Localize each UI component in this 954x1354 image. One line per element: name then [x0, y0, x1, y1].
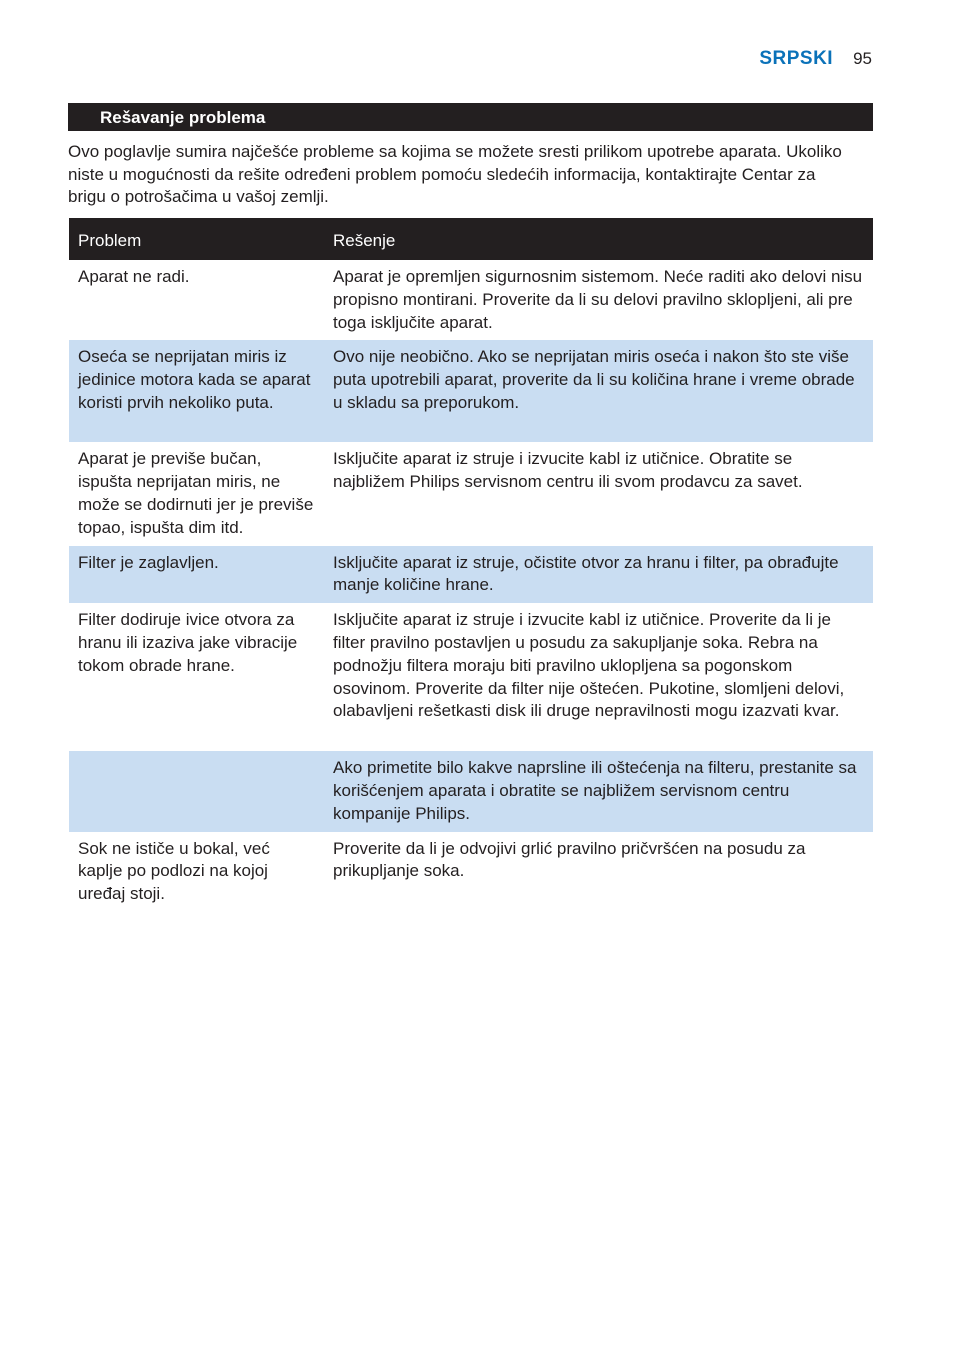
problem-cell: Filter je zaglavljen. — [69, 546, 324, 604]
problem-cell — [69, 751, 324, 831]
problem-cell: Aparat je previše bučan, ispušta neprijatan miris, ne može se dodirnuti jer je previše topao, ispušta dim itd. — [78, 449, 314, 537]
table-row — [69, 832, 873, 912]
solution-cell: Proverite da li je odvojivi grlić pravilno pričvršćen na posudu za prikupljanje soka. — [333, 838, 806, 881]
column-header-problem: Problem — [69, 218, 324, 260]
page-number: 95 — [853, 49, 872, 68]
table-row — [69, 751, 873, 831]
page-header — [759, 48, 872, 70]
solution-cell: Ovo nije neobično. Ako se neprijatan miris oseća i nakon što ste više puta upotrebili aparat, proverite da li su količina hrane i vreme obrade u skladu sa preporukom. — [324, 340, 873, 442]
table-row — [69, 603, 873, 751]
solution-cell: Aparat je opremljen sigurnosnim sistemom. Neće raditi ako delovi nisu propisno montirani. Proverite da li su delovi pravilno sklopljeni, ali pre toga isključite aparat. — [333, 267, 863, 332]
problem-cell: Sok ne ističe u bokal, već kaplje po podlozi na kojoj uređaj stoji. — [78, 838, 270, 904]
problem-cell: Oseća se neprijatan miris iz jedinice motora kada se aparat koristi prvih nekoliko puta. — [69, 340, 324, 442]
problem-cell: Filter dodiruje ivice otvora za hranu ili izaziva jake vibracije tokom obrade hrane. — [78, 610, 298, 675]
solution-cell: Isključite aparat iz struje, očistite otvor za hranu i filter, pa obrađujte manje količine hrane. — [324, 546, 873, 604]
solution-cell: Ako primetite bilo kakve naprsline ili oštećenja na filteru, prestanite sa korišćenjem aparata i obratite se najbližem servisnom centru kompanije Philips. — [324, 751, 873, 831]
intro-paragraph: Ovo poglavlje sumira najčešće probleme sa kojima se možete sresti prilikom upotrebe aparata. Ukoliko niste u mogućnosti da rešite određeni problem pomoću sledećih informacija, kontaktirajte Centar za brigu o potrošačima u vašoj zemlji. — [68, 142, 842, 206]
table-row — [69, 442, 873, 545]
table-row — [69, 546, 873, 604]
section-title: Rešavanje problema — [68, 103, 873, 131]
solution-cell: Isključite aparat iz struje i izvucite kabl iz utičnice. Proverite da li je filter pravilno postavljen u posudu za sakupljanje soka. Rebra na podnožju filtera moraju biti pravilno uklopljena sa pogonskom osovinom. Proverite da filter nije oštećen. Pukotine, slomljeni delovi, olabavljeni rešetkasti disk ili druge nepravilnosti mogu izazvati kvar. — [333, 610, 845, 721]
column-header-solution: Rešenje — [324, 218, 873, 260]
language-label: SRPSKI — [759, 48, 834, 69]
table-header-row — [69, 218, 873, 260]
problem-cell: Aparat ne radi. — [78, 267, 190, 286]
solution-cell: Isključite aparat iz struje i izvucite kabl iz utičnice. Obratite se najbližem Philips servisnom centru ili svom prodavcu za savet. — [333, 449, 803, 492]
troubleshooting-table — [69, 218, 873, 912]
table-row — [69, 260, 873, 340]
table-row — [69, 340, 873, 442]
